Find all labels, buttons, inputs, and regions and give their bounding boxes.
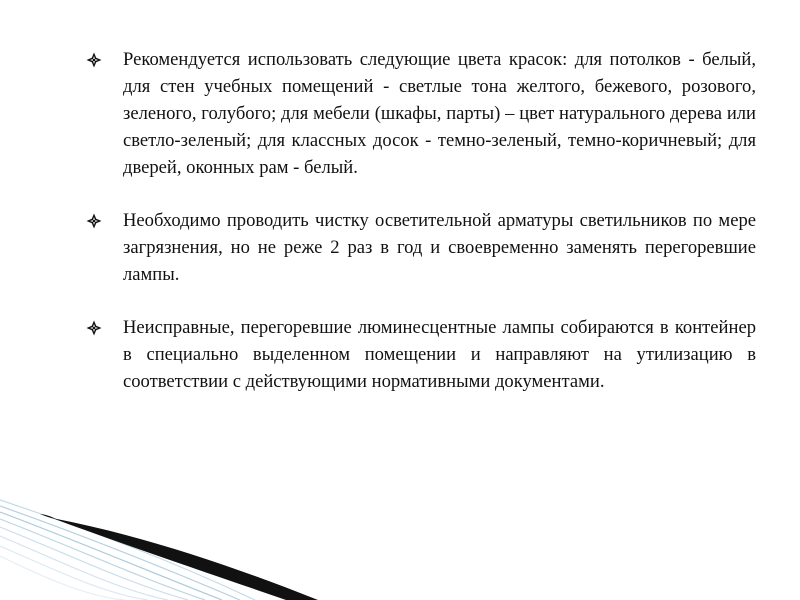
dark-swoosh [52,518,318,600]
diamond-fleuron-icon [86,52,102,68]
bullet-item [86,46,756,181]
bullet-text: Неисправные, перегоревшие люминесцентные лампы собираются в контейнер в специально выделенном помещении и направляют на утилизацию в соответствии с действующими нормативными документами. [123,317,756,392]
light-swoosh-lines [0,500,255,600]
bullet-item [86,207,756,288]
bullet-text: Рекомендуется использовать следующие цвета красок: для потолков - белый, для стен учебных помещений - светлые тона желтого, бежевого, розового, зеленого, голубого; для мебели (шкафы, парты) – цвет натурального дерева или светло-зеленый; для классных досок - темно-зеленый, темно-коричневый; для дверей, оконных рам - белый. [123,49,756,178]
bullet-list [86,46,756,421]
diamond-fleuron-icon [86,320,102,336]
bullet-text: Необходимо проводить чистку осветительной арматуры светильников по мере загрязнения, но не реже 2 раз в год и своевременно заменять перегоревшие лампы. [123,210,756,285]
bullet-item [86,314,756,395]
diamond-fleuron-icon [86,213,102,229]
dark-swoosh-tail [40,514,56,519]
